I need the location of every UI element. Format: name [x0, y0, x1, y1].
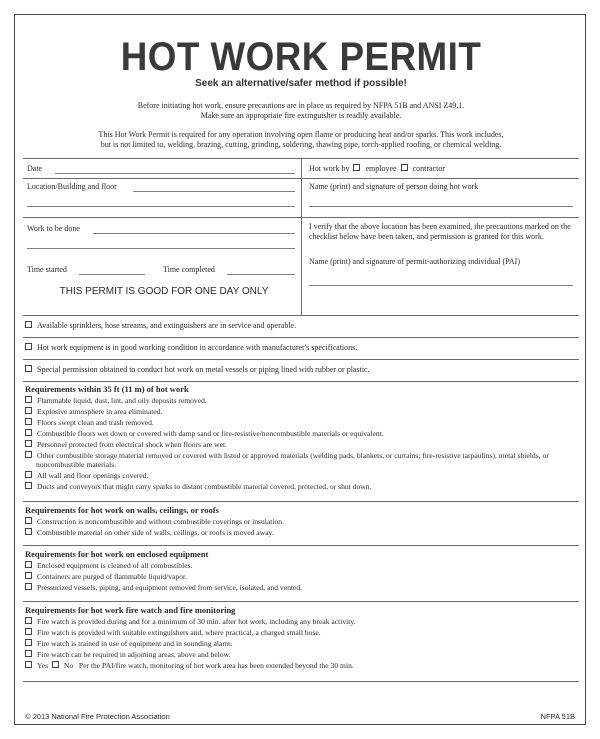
checklist-item-label: Fire watch is provided during and for a minimum of 30 min. after hot work, including any break activity.: [37, 617, 356, 626]
monitoring-extended-label: Per the PAI/fire watch, monitoring of hot work area has been extended beyond the 30 min.: [78, 661, 354, 670]
checkbox[interactable]: [25, 572, 32, 579]
time-completed-field[interactable]: [227, 274, 295, 275]
checkbox[interactable]: [25, 583, 32, 590]
intro-line-3: This Hot Work Permit is required for any operation involving open flame or producing heat and/or sparks. This work includes,: [98, 130, 504, 139]
checklist-item: [25, 616, 577, 627]
section-fire-watch: [25, 605, 577, 671]
checklist-item: [25, 638, 577, 649]
check-equipment-label: Hot work equipment is in good working condition in accordance with manufacturer's specifications.: [37, 343, 358, 352]
section-35ft: [25, 384, 577, 492]
checkbox[interactable]: [25, 365, 32, 372]
checklist-item: [25, 395, 577, 406]
hot-work-by: [309, 164, 445, 174]
checklist-item: [25, 527, 577, 538]
divider: [23, 545, 579, 546]
checkbox[interactable]: [25, 418, 32, 425]
divider: [23, 337, 579, 338]
checklist-item-label: Pressurized vessels, piping, and equipment removed from service, isolated, and vented.: [37, 583, 303, 592]
monitoring-extended-row: [25, 660, 577, 671]
checklist-item-label: Fire watch is provided with suitable extinguishers and, where practical, a charged small hose.: [37, 628, 321, 637]
work-field[interactable]: [93, 233, 295, 234]
hot-work-signature-label: Name (print) and signature of person doing hot work: [309, 182, 479, 191]
checklist-item: [25, 406, 577, 417]
location-label: Location/Building and floor: [27, 182, 117, 191]
hot-work-by-label: Hot work by: [309, 164, 350, 173]
checklist-item-label: Floors swept clean and trash removed.: [37, 418, 154, 427]
section-heading: Requirements for hot work on enclosed equipment: [25, 549, 209, 559]
checkbox[interactable]: [25, 617, 32, 624]
checklist-item: [25, 481, 577, 492]
checkbox[interactable]: [25, 471, 32, 478]
checklist-item-label: Explosive atmosphere in area eliminated.: [37, 407, 163, 416]
checklist-item-label: Containers are purged of flammable liquid/vapor.: [37, 572, 188, 581]
section-heading: Requirements for hot work fire watch and fire monitoring: [25, 605, 236, 615]
section-heading: Requirements within 35 ft (11 m) of hot work: [25, 384, 189, 394]
checklist-item-label: Fire watch is trained in use of equipment and in sounding alarm.: [37, 639, 233, 648]
intro-line-4: but is not limited to, welding, brazing, cutting, grinding, soldering, thawing pipe, torch-applied roofing, or chemical welding.: [100, 140, 502, 149]
check-equipment: [25, 343, 357, 353]
checklist-item-label: Combustible floors wet down or covered with damp sand or fire-resistive/noncombustible materials or equivalent.: [37, 429, 384, 438]
contractor-label: contractor: [412, 164, 445, 173]
work-field-line-2[interactable]: [27, 248, 295, 249]
checkbox[interactable]: [25, 650, 32, 657]
subtitle: Seek an alternative/safer method if possible!: [195, 78, 407, 89]
checkbox[interactable]: [25, 396, 32, 403]
divider: [23, 217, 579, 218]
checklist-item: [25, 516, 577, 527]
checkbox[interactable]: [25, 482, 32, 489]
yes-label: Yes: [37, 661, 49, 670]
work-label: Work to be done: [27, 224, 80, 233]
check-permission-label: Special permission obtained to conduct hot work on metal vessels or piping lined with rubber or plastic.: [37, 365, 370, 374]
no-checkbox[interactable]: [52, 661, 59, 668]
contractor-checkbox[interactable]: [401, 164, 408, 171]
checkbox[interactable]: [25, 407, 32, 414]
checklist-item: [25, 571, 577, 582]
checklist-item-label: Other combustible storage material removed or covered with listed or approved materials (welding pads, blankets, or curtains; fire-resistive tarpaulins), metal shields, or noncombustible materials.: [36, 451, 549, 469]
checklist-item: [25, 451, 577, 469]
date-field[interactable]: [55, 173, 295, 174]
checklist-item-label: Ducts and conveyors that might carry sparks to distant combustible material covered, protected, or shut down.: [37, 482, 372, 491]
section-heading: Requirements for hot work on walls, ceilings, or roofs: [25, 505, 219, 515]
intro-line-1: Before initiating hot work, ensure precautions are in place as required by NFPA 51B and ANSI Z49.1.: [137, 101, 465, 110]
checklist-item-label: Flammable liquid, dust, lint, and oily deposits removed.: [37, 396, 207, 405]
checkbox[interactable]: [25, 429, 32, 436]
yes-checkbox[interactable]: [25, 661, 32, 668]
copyright: © 2013 National Fire Protection Association: [25, 712, 170, 721]
divider: [23, 681, 579, 682]
date-label: Date: [27, 164, 43, 173]
checkbox[interactable]: [25, 321, 32, 328]
section-enclosed: [25, 549, 577, 593]
location-field-line-2[interactable]: [27, 206, 295, 207]
pai-signature-label: Name (print) and signature of permit-authorizing individual (PAI): [309, 257, 520, 266]
section-walls: [25, 505, 577, 538]
checkbox[interactable]: [25, 561, 32, 568]
divider: [23, 381, 579, 382]
hot-work-signature-field[interactable]: [309, 206, 573, 207]
checklist-item: [25, 560, 577, 571]
check-sprinklers: [25, 321, 296, 331]
checklist-item: [25, 428, 577, 439]
check-sprinklers-label: Available sprinklers, hose streams, and extinguishers are in service and operable.: [37, 321, 297, 330]
time-completed-label: Time completed: [163, 265, 215, 274]
checkbox[interactable]: [25, 628, 32, 635]
checklist-item-label: Construction is noncombustible and without combustible coverings or insulation.: [37, 517, 284, 526]
employee-label: employee: [365, 164, 397, 173]
checklist-item: [25, 470, 577, 481]
intro-line-2: Make sure an appropriate fire extinguisher is readily available.: [200, 111, 402, 120]
checklist-item-label: Personnel protected from electrical shock when floors are wet.: [37, 440, 227, 449]
checkbox[interactable]: [25, 440, 32, 447]
permit-form: [14, 14, 586, 725]
time-started-label: Time started: [27, 265, 67, 274]
checkbox[interactable]: [25, 639, 32, 646]
divider: [23, 601, 579, 602]
checkbox[interactable]: [25, 517, 32, 524]
divider: [23, 315, 579, 316]
employee-checkbox[interactable]: [353, 164, 360, 171]
no-label: No: [63, 661, 74, 670]
checklist-item-label: Enclosed equipment is cleaned of all combustibles.: [37, 561, 193, 570]
checklist-item: [25, 439, 577, 450]
one-day-notice: THIS PERMIT IS GOOD FOR ONE DAY ONLY: [59, 286, 269, 297]
checklist-item-label: Combustible material on other side of walls, ceilings, or roofs is moved away.: [37, 528, 274, 537]
checkbox[interactable]: [25, 528, 32, 535]
verification-statement: I verify that the above location has been examined, the precautions marked on the checklist below have been taken, and permission is granted for this work.: [309, 222, 571, 241]
standard-code: NFPA 51B: [540, 712, 575, 721]
time-started-field[interactable]: [79, 274, 145, 275]
page-title: HOT WORK PERMIT: [120, 35, 482, 79]
checkbox[interactable]: [25, 343, 32, 350]
pai-signature-field[interactable]: [309, 285, 573, 286]
checklist-item: [25, 417, 577, 428]
divider: [23, 178, 579, 179]
checklist-item: [25, 649, 577, 660]
checklist-item-label: All wall and floor openings covered.: [37, 471, 149, 480]
checklist-item: [25, 627, 577, 638]
location-field[interactable]: [133, 191, 295, 192]
check-permission: [25, 365, 370, 375]
divider: [23, 359, 579, 360]
checklist-item: [25, 582, 577, 593]
checklist-item-label: Fire watch can be required in adjoining areas, above and below.: [37, 650, 231, 659]
checkbox[interactable]: [25, 451, 32, 458]
divider: [23, 501, 579, 502]
